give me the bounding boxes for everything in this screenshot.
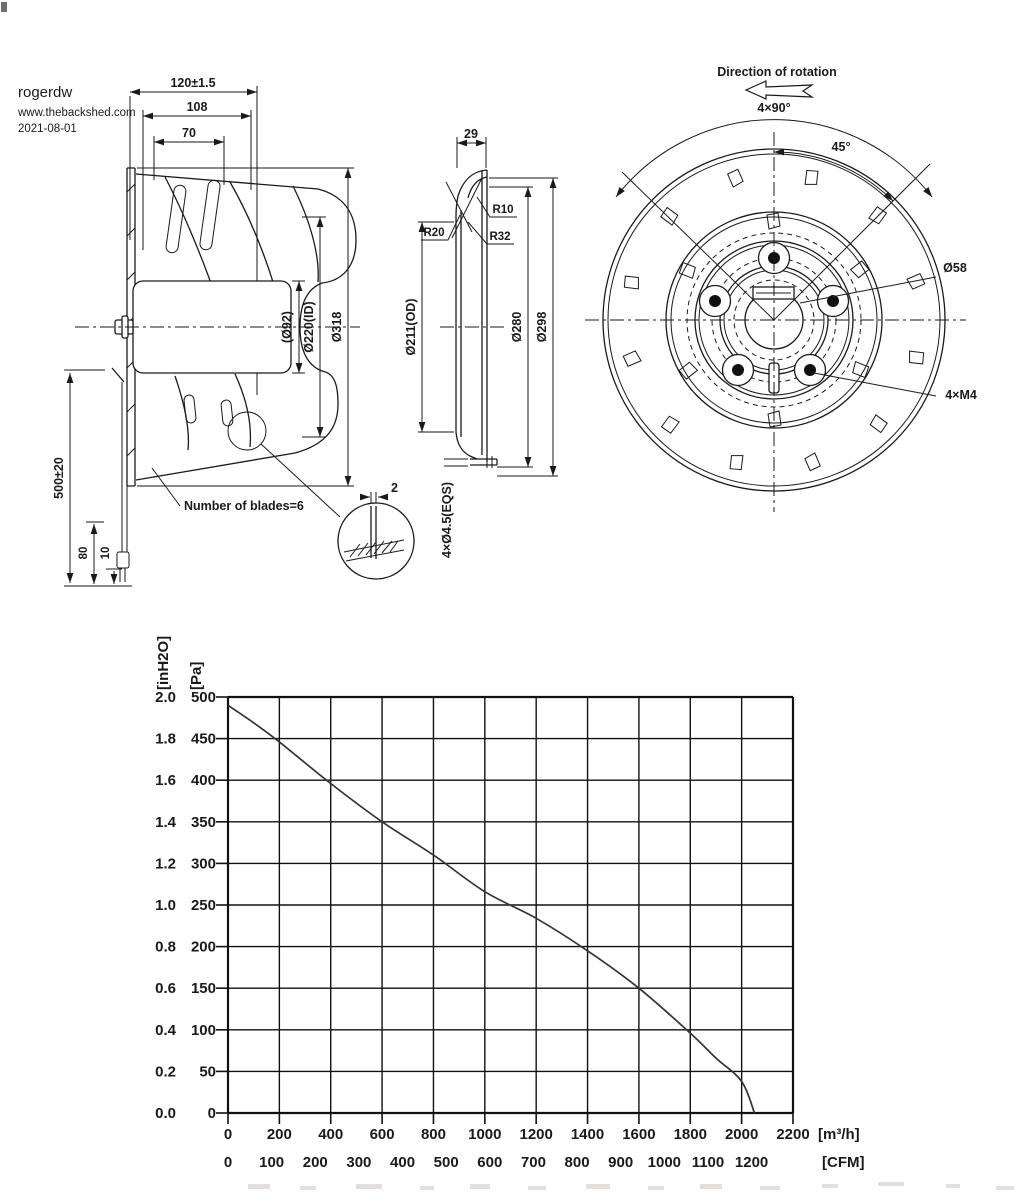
- svg-text:300: 300: [346, 1154, 372, 1171]
- svg-text:1400: 1400: [570, 1126, 605, 1143]
- chart-y-labels-inh2o: [155, 689, 177, 1122]
- dim-hole-spacing: 4×90°: [757, 101, 791, 115]
- svg-text:350: 350: [190, 813, 216, 831]
- chart-x-labels-m3h: [224, 1126, 810, 1143]
- dim-outer-dia: Ø318: [330, 311, 344, 343]
- svg-text:200: 200: [302, 1154, 328, 1171]
- watermark: [17, 84, 136, 135]
- svg-text:450: 450: [190, 730, 216, 748]
- svg-text:[Pa]: [Pa]: [188, 661, 205, 690]
- dim-hub: Ø58: [943, 261, 967, 275]
- dim-ring-depth: 29: [464, 127, 478, 141]
- svg-text:2200: 2200: [776, 1126, 810, 1143]
- svg-text:0.2: 0.2: [155, 1063, 176, 1081]
- front-view-drawing: [585, 65, 977, 512]
- svg-text:1000: 1000: [647, 1154, 682, 1171]
- dim-r32: R32: [489, 231, 511, 243]
- dim-bolt-circle: Ø280: [510, 311, 524, 343]
- svg-text:2000: 2000: [724, 1126, 759, 1143]
- svg-text:400: 400: [390, 1154, 416, 1171]
- svg-text:200: 200: [190, 938, 216, 956]
- chart-curve: [228, 705, 755, 1113]
- dim-depth-108: 108: [186, 100, 208, 114]
- blades-note: Number of blades=6: [184, 499, 304, 513]
- dim-angle: 45°: [831, 140, 851, 154]
- dim-cable-length: 500±20: [52, 457, 66, 499]
- svg-text:0: 0: [207, 1105, 216, 1122]
- svg-text:800: 800: [564, 1154, 590, 1171]
- svg-text:1.8: 1.8: [155, 730, 176, 748]
- svg-text:1.0: 1.0: [155, 897, 176, 914]
- svg-text:1200: 1200: [734, 1154, 769, 1171]
- dim-depth-70: 70: [182, 126, 196, 140]
- dim-ring-od: Ø211(OD): [404, 298, 418, 356]
- svg-text:100: 100: [259, 1154, 285, 1171]
- svg-text:[CFM]: [CFM]: [822, 1154, 865, 1171]
- dim-hub-dia: (Ø92): [280, 311, 294, 343]
- dim-overall-depth: 120±1.5: [170, 76, 216, 90]
- rotation-note: Direction of rotation: [717, 65, 837, 79]
- performance-chart: [155, 636, 864, 1171]
- svg-text:200: 200: [266, 1126, 292, 1143]
- dim-cable-10: 10: [100, 546, 112, 560]
- svg-text:[inH2O]: [inH2O]: [155, 635, 172, 690]
- detail-wall-thickness: 2: [391, 481, 398, 495]
- svg-text:0.4: 0.4: [155, 1021, 176, 1039]
- svg-text:0.8: 0.8: [155, 938, 176, 956]
- dim-flange-od: Ø298: [535, 311, 549, 343]
- svg-text:800: 800: [420, 1126, 446, 1143]
- svg-text:[m³/h]: [m³/h]: [818, 1126, 860, 1143]
- svg-text:1600: 1600: [622, 1126, 656, 1143]
- svg-text:600: 600: [369, 1126, 395, 1143]
- watermark-username: rogerdw: [18, 84, 73, 101]
- svg-text:1.2: 1.2: [155, 855, 176, 873]
- watermark-site: www.thebackshed.com: [18, 107, 136, 119]
- svg-text:500: 500: [190, 689, 216, 706]
- svg-text:50: 50: [199, 1063, 216, 1081]
- svg-text:1.4: 1.4: [155, 813, 176, 831]
- svg-text:1000: 1000: [468, 1126, 502, 1143]
- scan-speck: [1, 2, 7, 12]
- svg-text:400: 400: [318, 1126, 344, 1143]
- svg-text:150: 150: [190, 980, 216, 998]
- svg-text:1200: 1200: [519, 1126, 553, 1143]
- rotation-arrow-icon: [746, 81, 812, 99]
- svg-text:1800: 1800: [673, 1126, 707, 1143]
- svg-text:300: 300: [190, 855, 216, 873]
- dim-mount: 4×M4: [945, 388, 977, 402]
- svg-text:400: 400: [190, 772, 216, 790]
- svg-text:0.0: 0.0: [155, 1105, 176, 1122]
- chart-unit-labels: [155, 636, 864, 1171]
- scan-artifacts-row: [248, 1182, 1014, 1190]
- svg-text:0.6: 0.6: [155, 980, 176, 998]
- svg-text:700: 700: [520, 1154, 546, 1171]
- dim-r10: R10: [492, 204, 514, 216]
- side-view-drawing: [52, 76, 414, 586]
- svg-text:0: 0: [223, 1154, 233, 1171]
- svg-text:2.0: 2.0: [155, 689, 176, 706]
- dim-inlet-id: Ø220(ID): [302, 301, 316, 353]
- svg-text:900: 900: [608, 1154, 634, 1171]
- chart-y-labels-pa: [191, 689, 216, 1122]
- svg-text:250: 250: [190, 897, 216, 914]
- svg-text:0: 0: [223, 1126, 233, 1143]
- ring-section-view-drawing: [404, 127, 558, 558]
- dim-flange-holes: 4×Ø4.5(EQS): [440, 481, 454, 559]
- svg-text:1.6: 1.6: [155, 772, 176, 790]
- watermark-date: 2021-08-01: [18, 123, 77, 135]
- dim-cable-80: 80: [78, 546, 90, 560]
- svg-text:100: 100: [190, 1021, 216, 1039]
- svg-text:500: 500: [433, 1154, 459, 1171]
- svg-text:1100: 1100: [691, 1154, 725, 1171]
- dim-r20: R20: [423, 227, 445, 239]
- chart-x-labels-cfm: [224, 1154, 768, 1171]
- svg-text:600: 600: [477, 1154, 503, 1171]
